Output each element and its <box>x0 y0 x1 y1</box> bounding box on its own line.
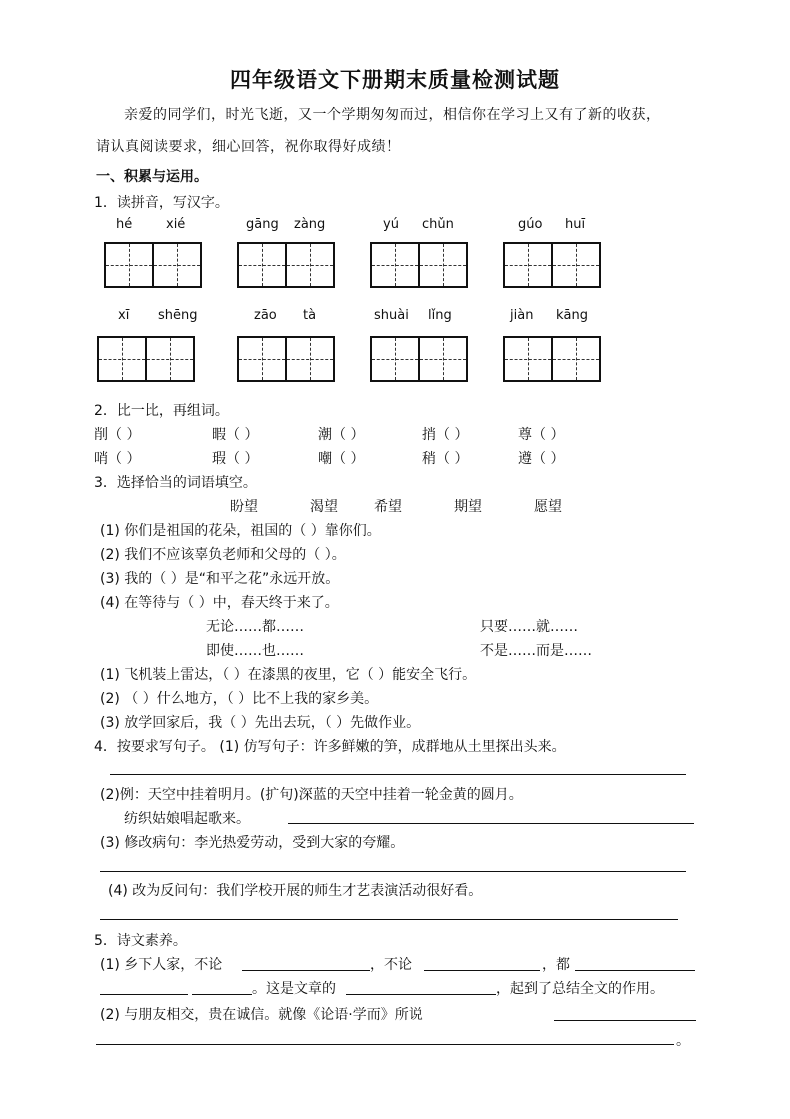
pinyin: huī <box>565 217 586 232</box>
conjunction-option: 只要……就…… <box>480 619 578 635</box>
compare-item: 捎（ ） <box>422 427 469 443</box>
answer-line[interactable] <box>100 871 686 872</box>
q5-end: 。 <box>676 1033 690 1049</box>
q5-text: ，都 <box>542 957 570 973</box>
answer-line[interactable] <box>96 1044 674 1045</box>
writing-grid[interactable] <box>97 336 195 382</box>
intro-line-1: 亲爱的同学们，时光飞逝，又一个学期匆匆而过，相信你在学习上又有了新的收获， <box>124 107 661 123</box>
writing-grid[interactable] <box>503 242 601 288</box>
pinyin: jiàn <box>510 308 534 323</box>
answer-line[interactable] <box>192 994 252 995</box>
writing-grid[interactable] <box>237 336 335 382</box>
word-option: 盼望 <box>230 499 258 515</box>
q5-text: (2) 与朋友相交，贵在诚信。就像《论语·学而》所说 <box>100 1007 423 1023</box>
compare-item: 削（ ） <box>94 427 141 443</box>
pinyin: gúo <box>518 217 543 232</box>
compare-item: 哨（ ） <box>94 451 141 467</box>
page-title: 四年级语文下册期末质量检测试题 <box>230 68 560 92</box>
writing-grid[interactable] <box>503 336 601 382</box>
fill-item: (4) 在等待与（ ）中，春天终于来了。 <box>100 595 339 611</box>
compare-item: 尊（ ） <box>518 427 565 443</box>
fill-item: (1) 你们是祖国的花朵，祖国的（ ）靠你们。 <box>100 523 381 539</box>
pinyin: hé <box>116 217 133 232</box>
fill-item: (1) 飞机装上雷达，（ ）在漆黑的夜里，它（ ）能安全飞行。 <box>100 667 477 683</box>
q5-text: ，不论 <box>370 957 412 973</box>
compare-item: 暇（ ） <box>212 427 259 443</box>
writing-grid[interactable] <box>370 336 468 382</box>
pinyin: xié <box>166 217 186 232</box>
pinyin: zāo <box>254 308 277 323</box>
conjunction-option: 不是……而是…… <box>480 643 592 659</box>
q5-text: ，起到了总结全文的作用。 <box>496 981 664 997</box>
pinyin: chǔn <box>422 217 454 232</box>
word-option: 期望 <box>454 499 482 515</box>
compare-item: 潮（ ） <box>318 427 365 443</box>
q1-title: 1．读拼音，写汉字。 <box>94 195 229 211</box>
word-option: 愿望 <box>534 499 562 515</box>
fill-item: (3) 放学回家后，我（ ）先出去玩，（ ）先做作业。 <box>100 715 421 731</box>
q5-text: 。这是文章的 <box>252 981 336 997</box>
pinyin: yú <box>383 217 399 232</box>
q4-prompt: 纺织姑娘唱起歌来。 <box>124 811 250 827</box>
answer-line[interactable] <box>346 994 496 995</box>
conjunction-option: 即使……也…… <box>206 643 304 659</box>
q4-item: (3) 修改病句：李光热爱劳动，受到大家的夸耀。 <box>100 835 405 851</box>
fill-item: (2) 我们不应该辜负老师和父母的（ ）。 <box>100 547 346 563</box>
q2-title: 2．比一比，再组词。 <box>94 403 229 419</box>
writing-grid[interactable] <box>104 242 202 288</box>
pinyin: tà <box>303 308 317 323</box>
intro-line-2: 请认真阅读要求，细心回答，祝你取得好成绩！ <box>96 139 401 155</box>
answer-line[interactable] <box>554 1020 696 1021</box>
writing-grid[interactable] <box>370 242 468 288</box>
answer-line[interactable] <box>424 970 540 971</box>
q4-example: (2)例：天空中挂着明月。(扩句)深蓝的天空中挂着一轮金黄的圆月。 <box>100 787 523 803</box>
compare-item: 嘲（ ） <box>318 451 365 467</box>
pinyin: kāng <box>556 308 588 323</box>
pinyin: xī <box>118 308 130 323</box>
pinyin: lǐng <box>428 308 452 323</box>
writing-grid[interactable] <box>237 242 335 288</box>
q5-text: (1) 乡下人家，不论 <box>100 957 223 973</box>
answer-line[interactable] <box>100 919 678 920</box>
q4-item: (4) 改为反问句：我们学校开展的师生才艺表演活动很好看。 <box>108 883 483 899</box>
q3-title: 3．选择恰当的词语填空。 <box>94 475 257 491</box>
fill-item: (2) （ ）什么地方，（ ）比不上我的家乡美。 <box>100 691 379 707</box>
answer-line[interactable] <box>110 774 686 775</box>
pinyin: shēng <box>158 308 198 323</box>
answer-line[interactable] <box>288 823 694 824</box>
word-option: 希望 <box>374 499 402 515</box>
q5-title: 5．诗文素养。 <box>94 933 187 949</box>
answer-line[interactable] <box>100 994 188 995</box>
word-option: 渴望 <box>310 499 338 515</box>
compare-item: 稍（ ） <box>422 451 469 467</box>
compare-item: 瑕（ ） <box>212 451 259 467</box>
compare-item: 遵（ ） <box>518 451 565 467</box>
conjunction-option: 无论……都…… <box>206 619 304 635</box>
fill-item: (3) 我的（ ）是“和平之花”永远开放。 <box>100 571 340 587</box>
pinyin: shuài <box>374 308 409 323</box>
pinyin: zàng <box>294 217 326 232</box>
answer-line[interactable] <box>242 970 370 971</box>
pinyin: gāng <box>246 217 279 232</box>
section-heading: 一、积累与运用。 <box>96 169 208 185</box>
q4-title: 4．按要求写句子。 (1) 仿写句子：许多鲜嫩的笋，成群地从土里探出头来。 <box>94 739 566 755</box>
answer-line[interactable] <box>575 970 695 971</box>
